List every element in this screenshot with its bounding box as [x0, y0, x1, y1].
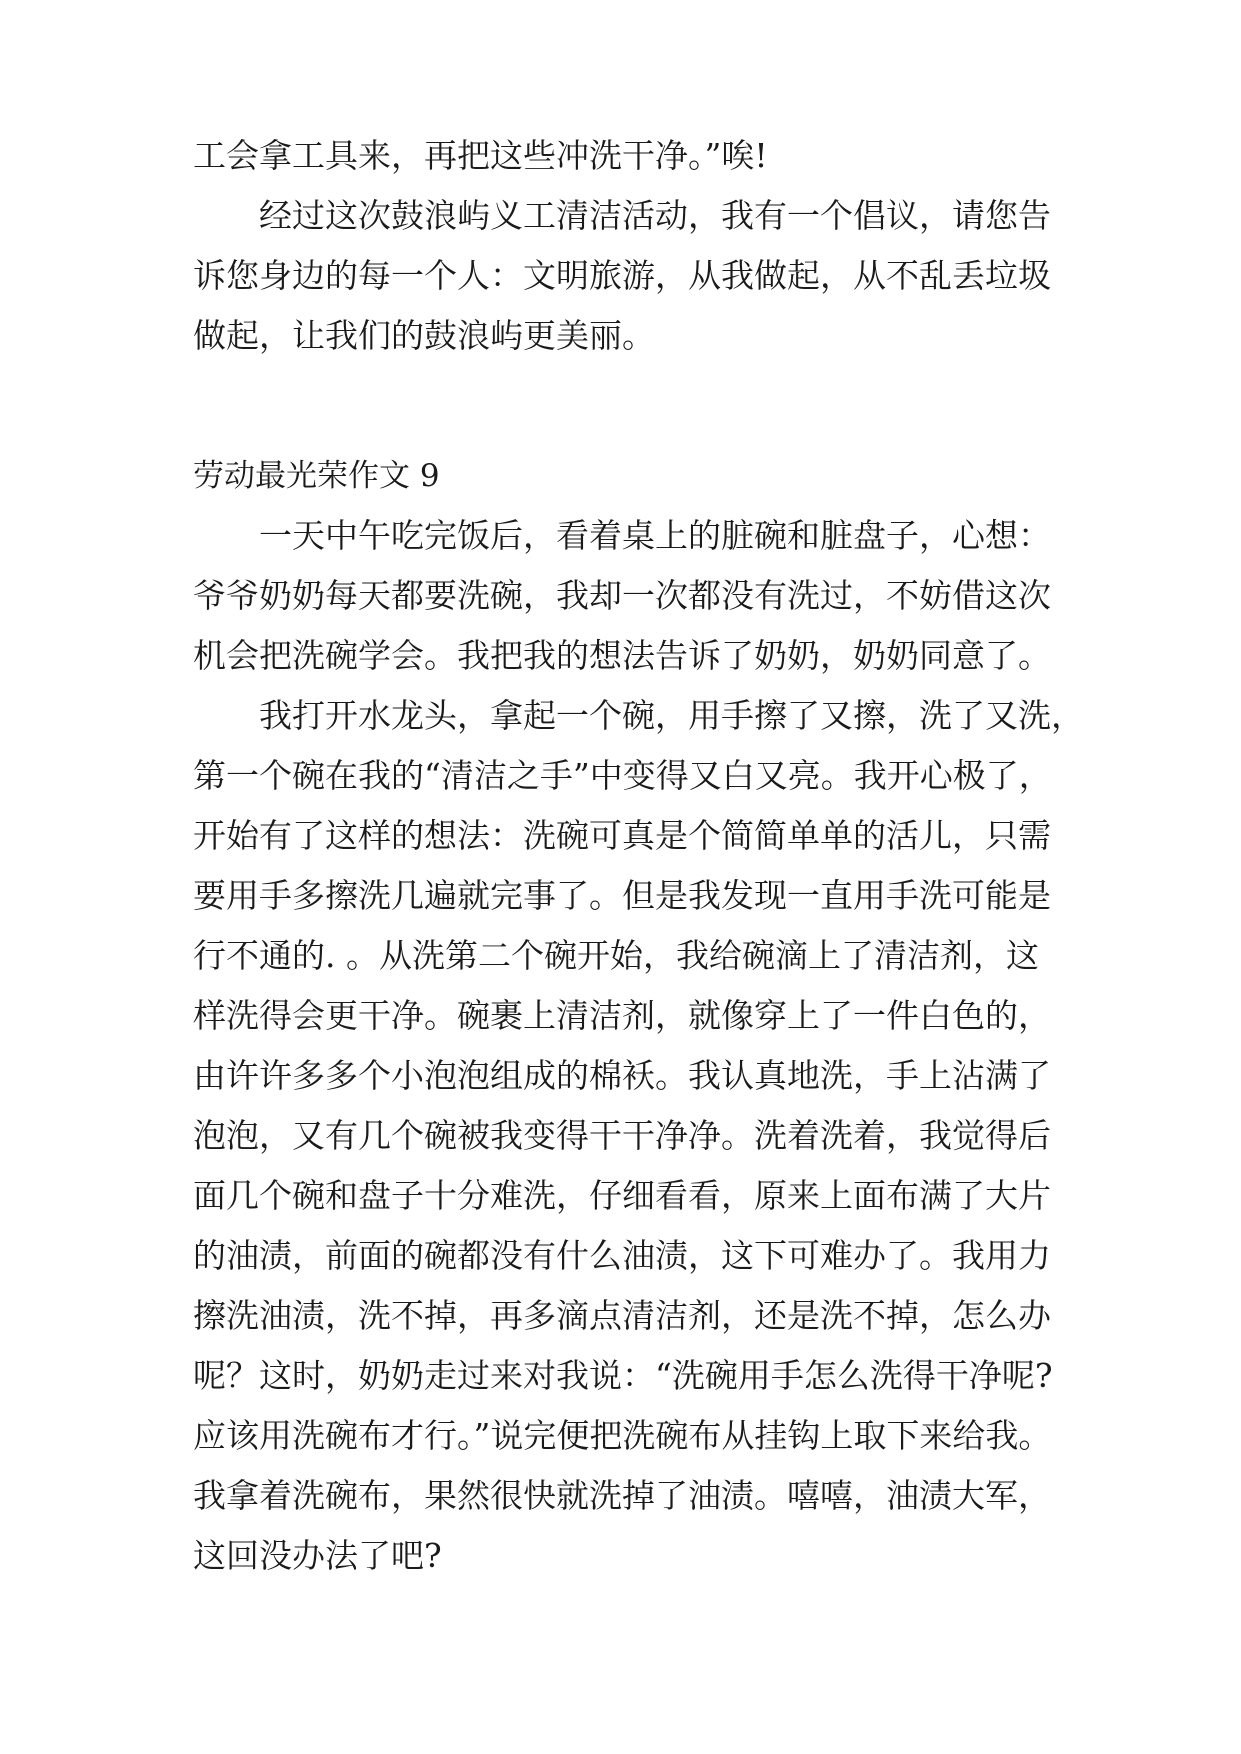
text-line: 擦洗油渍，洗不掉，再多滴点清洁剂，还是洗不掉，怎么办	[193, 1296, 1051, 1335]
text-line: 泡泡，又有几个碗被我变得干干净净。洗着洗着，我觉得后	[193, 1116, 1051, 1155]
text-line: 经过这次鼓浪屿义工清洁活动，我有一个倡议，请您告	[259, 196, 1051, 235]
text-line: 诉您身边的每一个人：文明旅游，从我做起，从不乱丢垃圾	[193, 256, 1051, 295]
text-line: 第一个碗在我的“清洁之手”中变得又白又亮。我开心极了，	[193, 756, 1052, 795]
text-line: 呢？这时，奶奶走过来对我说：“洗碗用手怎么洗得干净呢?	[193, 1356, 1053, 1395]
text-line: 机会把洗碗学会。我把我的想法告诉了奶奶，奶奶同意了。	[193, 636, 1051, 675]
text-line: 我打开水龙头，拿起一个碗，用手擦了又擦，洗了又洗，	[259, 696, 1084, 735]
text-line: 开始有了这样的想法：洗碗可真是个简简单单的活儿，只需	[193, 816, 1051, 855]
text-line: 由许许多多个小泡泡组成的棉袄。我认真地洗，手上沾满了	[193, 1056, 1051, 1095]
text-line: 这回没办法了吧?	[193, 1536, 442, 1575]
text-line: 我拿着洗碗布，果然很快就洗掉了油渍。嘻嘻，油渍大军，	[193, 1476, 1051, 1515]
text-line: 一天中午吃完饭后，看着桌上的脏碗和脏盘子，心想：	[259, 516, 1051, 555]
text-line: 要用手多擦洗几遍就完事了。但是我发现一直用手洗可能是	[193, 876, 1051, 915]
text-line: 的油渍，前面的碗都没有什么油渍，这下可难办了。我用力	[193, 1236, 1051, 1275]
previous-section-text	[193, 126, 1073, 366]
section-heading: 劳动最光荣作文 9	[193, 458, 440, 494]
text-line: 应该用洗碗布才行。”说完便把洗碗布从挂钩上取下来给我。	[193, 1416, 1052, 1455]
text-line: 工会拿工具来，再把这些冲洗干净。”唉!	[193, 136, 768, 175]
text-line: 样洗得会更干净。碗裹上清洁剂，就像穿上了一件白色的，	[193, 996, 1051, 1035]
text-line: 做起，让我们的鼓浪屿更美丽。	[193, 316, 655, 355]
paragraph-2	[193, 686, 1084, 1586]
text-line: 爷爷奶奶每天都要洗碗，我却一次都没有洗过，不妨借这次	[193, 576, 1051, 615]
text-line: 行不通的. 。从洗第二个碗开始，我给碗滴上了清洁剂，这	[193, 936, 1039, 975]
paragraph-1	[193, 506, 1073, 686]
text-line: 面几个碗和盘子十分难洗，仔细看看，原来上面布满了大片	[193, 1176, 1051, 1215]
